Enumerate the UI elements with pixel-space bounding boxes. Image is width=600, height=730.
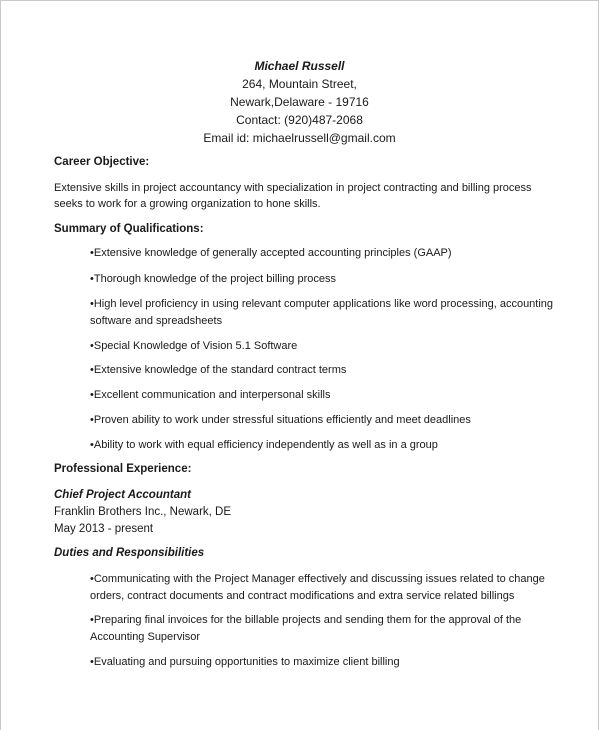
objective-heading: Career Objective: bbox=[54, 156, 150, 168]
duty-item: •Communicating with the Project Manager effectively and discussing issues related to change orders, contract documents and contract modifications and extra service related billings bbox=[90, 573, 545, 602]
qualification-item: •Proven ability to work under stressful situations efficiently and meet deadlines bbox=[90, 414, 471, 426]
job-block bbox=[54, 487, 231, 538]
job-company: Franklin Brothers Inc., Newark, DE bbox=[54, 506, 232, 518]
contact-phone: Contact: (920)487-2068 bbox=[236, 113, 363, 127]
candidate-name: Michael Russell bbox=[254, 59, 345, 73]
qualification-item: •Thorough knowledge of the project billing process bbox=[90, 273, 336, 285]
qualification-item: •High level proficiency in using relevant computer applications like word processing, accounting software and spreadsheets bbox=[90, 298, 554, 327]
contact-header bbox=[1, 57, 598, 147]
qualification-item: •Special Knowledge of Vision 5.1 Software bbox=[90, 340, 298, 352]
address-street: 264, Mountain Street, bbox=[242, 77, 357, 91]
qualification-item: •Extensive knowledge of generally accepted accounting principles (GAAP) bbox=[90, 247, 452, 259]
job-dates: May 2013 - present bbox=[54, 523, 154, 535]
qualification-item: •Ability to work with equal efficiency independently as well as in a group bbox=[90, 439, 438, 451]
objective-text: Extensive skills in project accountancy with specialization in project contracting and billing process seeks to work for a growing organization to hone skills. bbox=[54, 182, 532, 210]
experience-heading: Professional Experience: bbox=[54, 463, 192, 475]
duties-heading: Duties and Responsibilities bbox=[54, 547, 205, 559]
qualification-item: •Excellent communication and interpersonal skills bbox=[90, 389, 331, 401]
job-title: Chief Project Accountant bbox=[54, 489, 191, 501]
address-city: Newark,Delaware - 19716 bbox=[230, 95, 369, 109]
duty-item: •Evaluating and pursuing opportunities to maximize client billing bbox=[90, 656, 400, 668]
contact-email: Email id: michaelrussell@gmail.com bbox=[203, 131, 396, 145]
qualification-item: •Extensive knowledge of the standard contract terms bbox=[90, 364, 347, 376]
qualifications-heading: Summary of Qualifications: bbox=[54, 223, 204, 235]
duty-item: •Preparing final invoices for the billable projects and sending them for the approval of the Accounting Supervisor bbox=[90, 614, 522, 643]
